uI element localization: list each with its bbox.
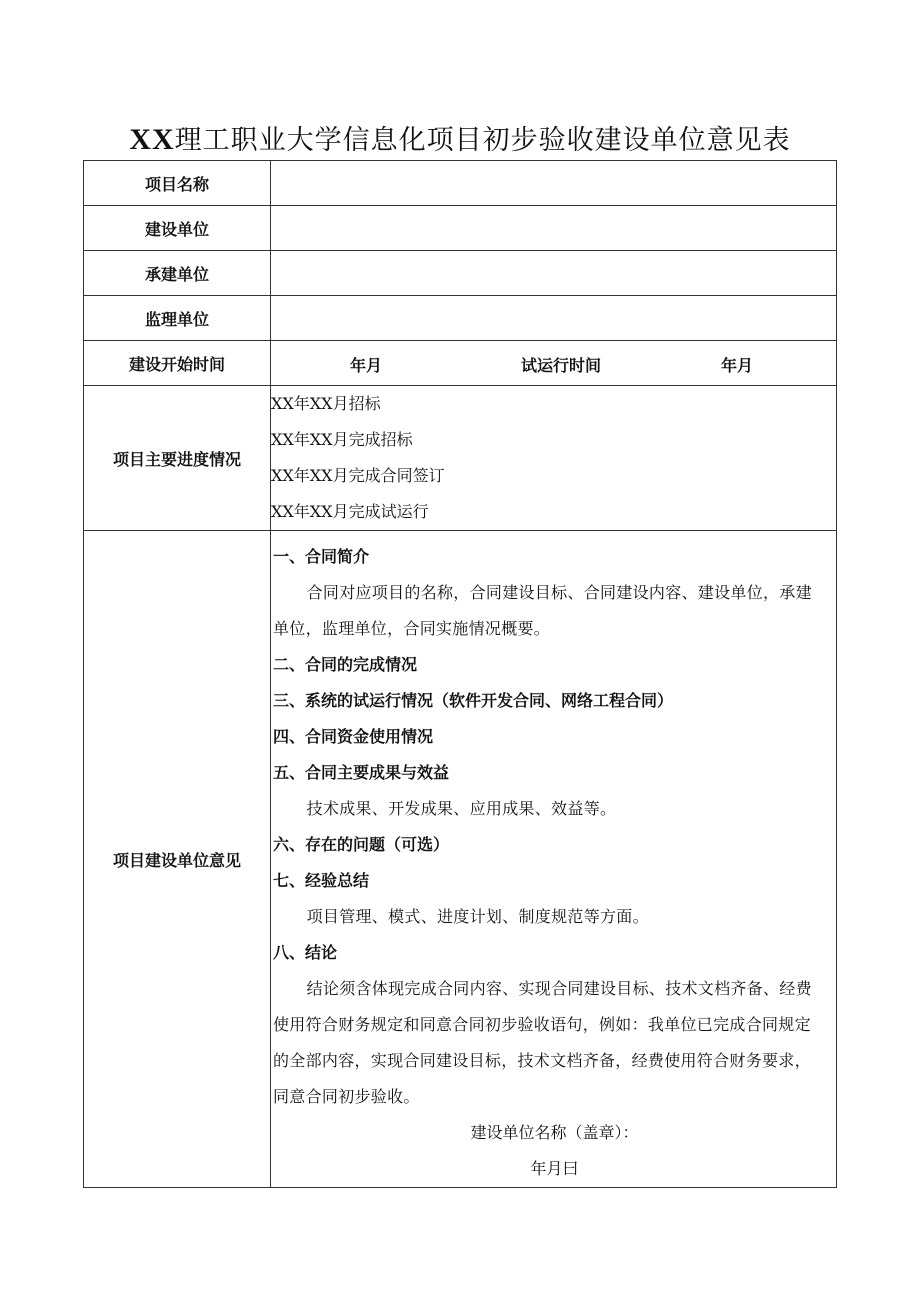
- section-heading: 七、经验总结: [273, 871, 370, 890]
- section-heading: 五、合同主要成果与效益: [273, 763, 450, 782]
- label-project-name: 项目名称: [84, 161, 271, 206]
- section-body: 结论须含体现完成合同内容、实现合同建设目标、技术文档齐备、经费使用符合财务规定和同意合同初步验收语句，例如：我单位已完成合同规定的全部内容，实现合同建设目标，技术文档齐备，经费使用符合财务要求，同意合同初步验收。: [273, 979, 812, 1106]
- row-opinion: [84, 531, 837, 1188]
- acceptance-form-table: [83, 160, 837, 1188]
- row-progress: [84, 386, 837, 531]
- progress-list: [271, 386, 837, 531]
- opinion-cell: [271, 531, 837, 1188]
- section-body: 技术成果、开发成果、应用成果、效益等。: [306, 799, 617, 818]
- label-start-time: 建设开始时间: [84, 341, 271, 386]
- label-opinion: 项目建设单位意见: [84, 531, 271, 1188]
- trial-year-month[interactable]: 年月: [721, 356, 754, 375]
- trial-run-label: 试运行时间: [521, 356, 602, 375]
- progress-item: XX年XX月招标: [271, 394, 381, 413]
- section-heading: 三、系统的试运行情况（软件开发合同、网络工程合同）: [273, 691, 674, 710]
- row-start-time: [84, 341, 837, 386]
- section-heading: 八、结论: [273, 943, 338, 962]
- row-project-name: [84, 161, 837, 206]
- section-heading: 四、合同资金使用情况: [273, 727, 434, 746]
- label-builder-unit: 建设单位: [84, 206, 271, 251]
- row-contractor-unit: [84, 251, 837, 296]
- start-year-month[interactable]: 年月: [350, 356, 383, 375]
- section-heading: 二、合同的完成情况: [273, 655, 418, 674]
- field-project-name[interactable]: [271, 161, 837, 206]
- section-body: 项目管理、模式、进度计划、制度规范等方面。: [306, 907, 649, 926]
- field-builder-unit[interactable]: [271, 206, 837, 251]
- label-supervisor-unit: 监理单位: [84, 296, 271, 341]
- row-builder-unit: [84, 206, 837, 251]
- field-contractor-unit[interactable]: [271, 251, 837, 296]
- section-body: 合同对应项目的名称，合同建设目标、合同建设内容、建设单位，承建单位，监理单位，合同实施情况概要。: [273, 583, 812, 638]
- title-prefix: XX: [129, 123, 175, 156]
- date-line: 年月曰: [530, 1159, 579, 1178]
- time-cell: [271, 341, 837, 386]
- title-text: 理工职业大学信息化项目初步验收建设单位意见表: [174, 125, 791, 156]
- row-supervisor-unit: [84, 296, 837, 341]
- label-progress: 项目主要进度情况: [84, 386, 271, 531]
- section-heading: 六、存在的问题（可选）: [273, 835, 450, 854]
- section-heading: 一、合同简介: [273, 547, 370, 566]
- progress-item: XX年XX月完成试运行: [271, 502, 429, 521]
- progress-item: XX年XX月完成合同签订: [271, 466, 445, 485]
- page-title: [0, 118, 920, 157]
- field-supervisor-unit[interactable]: [271, 296, 837, 341]
- label-contractor-unit: 承建单位: [84, 251, 271, 296]
- progress-item: XX年XX月完成招标: [271, 430, 413, 449]
- signature-line: 建设单位名称（盖章）：: [470, 1123, 639, 1142]
